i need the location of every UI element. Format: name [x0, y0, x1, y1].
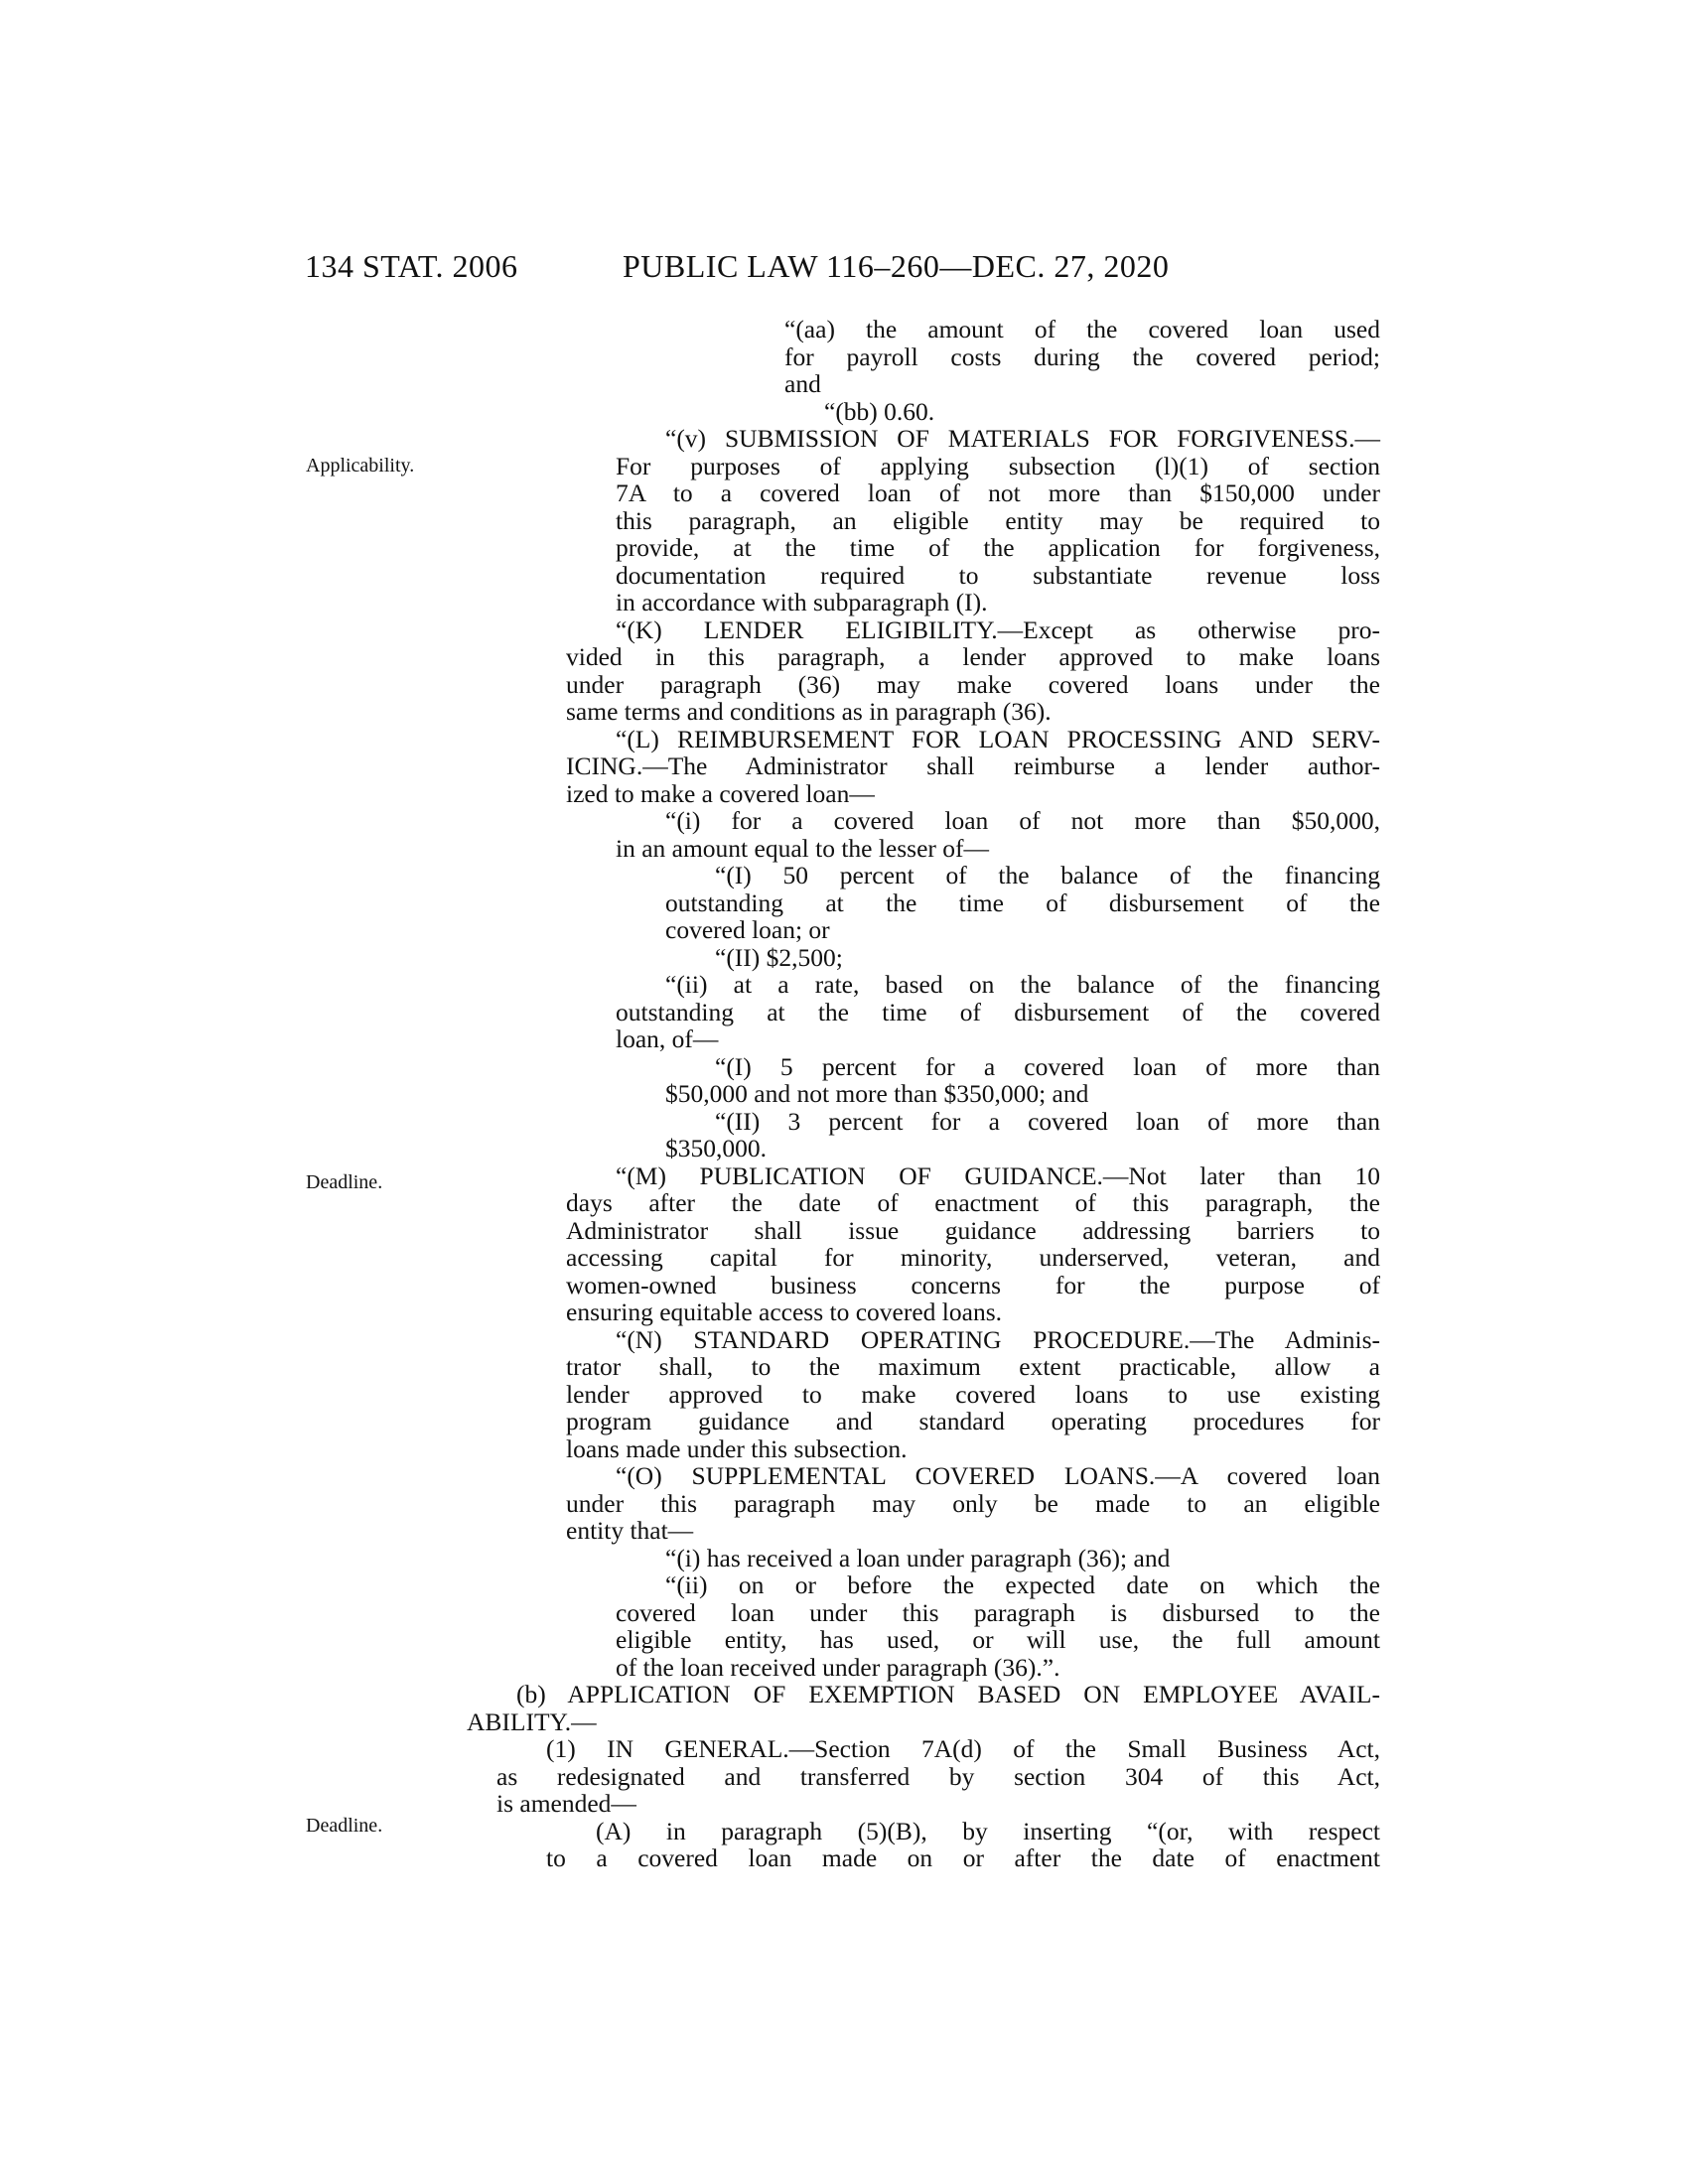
text-line: “(v) SUBMISSION OF MATERIALS FOR FORGIVENESS.— — [665, 424, 1380, 453]
clause-l-ii — [496, 971, 1380, 1053]
text-line: “(ii) on or before the expected date on which the — [665, 1570, 1380, 1599]
text-line: ized to make a covered loan— — [566, 778, 875, 808]
text-line: ensuring equitable access to covered loans. — [566, 1297, 1003, 1326]
paragraph-b-1 — [496, 1735, 1380, 1818]
subparagraph-m — [496, 1162, 1380, 1326]
text-line: as redesignated and transferred by section 304 of this Act, — [496, 1761, 1380, 1791]
text-line: and — [784, 369, 821, 398]
text-line: women-owned business concerns for the purpose of — [566, 1270, 1380, 1299]
subparagraph-k — [496, 616, 1380, 726]
clause-v — [496, 425, 1380, 616]
text-line: trator shall, to the maximum extent practicable, allow a — [566, 1352, 1380, 1381]
text-line: “(aa) the amount of the covered loan used — [784, 315, 1380, 343]
text-line: “(L) REIMBURSEMENT FOR LOAN PROCESSING AND SERV- — [616, 724, 1380, 753]
text-line: vided in this paragraph, a lender approved to make loans — [566, 642, 1380, 671]
margin-note-deadline: Deadline. — [306, 1171, 383, 1193]
clause-bb — [824, 398, 1380, 426]
text-line: provide, at the time of the application for forgiveness, — [616, 533, 1380, 562]
text-line: 7A to a covered loan of not more than $150,000 under — [616, 478, 1380, 507]
text-line: covered loan; or — [665, 915, 830, 944]
text-line: $50,000 and not more than $350,000; and — [665, 1079, 1089, 1108]
text-line: “(bb) 0.60. — [824, 396, 935, 426]
clause-o-i — [496, 1545, 1380, 1572]
text-line: loans made under this subsection. — [566, 1433, 908, 1463]
margin-note-applicability: Applicability. — [306, 455, 415, 477]
text-line: “(I) 50 percent of the balance of the financing — [715, 861, 1380, 889]
text-line: is amended— — [496, 1789, 636, 1818]
subclause-l-ii-I — [496, 1053, 1380, 1108]
text-line: in accordance with subparagraph (I). — [616, 588, 988, 616]
text-line: for payroll costs during the covered period; — [784, 341, 1380, 371]
text-line: under paragraph (36) may make covered loans under the — [566, 669, 1380, 699]
text-line: “(II) $2,500; — [715, 942, 843, 972]
statute-body — [467, 315, 1380, 1872]
clause-aa — [784, 316, 1380, 398]
stat-citation: 134 STAT. 2006 — [305, 248, 518, 284]
subclause-l-ii-II — [496, 1108, 1380, 1162]
text-line: of the loan received under paragraph (36).”. — [616, 1652, 1060, 1682]
text-line: same terms and conditions as in paragraph (36). — [566, 697, 1052, 726]
subsection-b — [467, 1680, 1380, 1736]
text-line: accessing capital for minority, underserved, veteran, and — [566, 1243, 1380, 1272]
text-line: ICING.—The Administrator shall reimburse a lender author- — [566, 751, 1380, 780]
text-line: outstanding at the time of disbursement of the — [665, 887, 1380, 917]
text-line: “(O) SUPPLEMENTAL COVERED LOANS.—A covered loan — [616, 1461, 1380, 1490]
subparagraph-b-1-a — [496, 1818, 1380, 1872]
text-line: (1) IN GENERAL.—Section 7A(d) of the Small Business Act, — [546, 1734, 1380, 1763]
text-line: “(K) LENDER ELIGIBILITY.—Except as otherwise pro- — [616, 614, 1380, 644]
text-line: eligible entity, has used, or will use, the full amount — [616, 1625, 1380, 1654]
text-line: “(i) for a covered loan of not more than $50,000, — [665, 806, 1380, 835]
page-title: PUBLIC LAW 116–260—DEC. 27, 2020 — [623, 248, 1170, 284]
text-line: to a covered loan made on or after the date of enactment — [546, 1843, 1380, 1872]
text-line: Administrator shall issue guidance addressing barriers to — [566, 1215, 1380, 1245]
subclause-l-i-I — [496, 862, 1380, 944]
clause-l-i — [496, 807, 1380, 862]
clause-o-ii — [496, 1571, 1380, 1681]
margin-note-deadline: Deadline. — [306, 1815, 383, 1837]
text-line: covered loan under this paragraph is disbursed to the — [616, 1597, 1380, 1627]
text-line: For purposes of applying subsection (l)(1) of section — [616, 451, 1380, 480]
text-line: under this paragraph may only be made to an eligible — [566, 1488, 1380, 1518]
text-line: days after the date of enactment of this paragraph, the — [566, 1188, 1380, 1217]
text-line: lender approved to make covered loans to use existing — [566, 1379, 1380, 1409]
text-line: ABILITY.— — [467, 1706, 597, 1736]
text-line: “(I) 5 percent for a covered loan of more than — [715, 1051, 1380, 1081]
text-line: loan, of— — [616, 1024, 719, 1053]
text-line: program guidance and standard operating procedures for — [566, 1407, 1380, 1435]
subparagraph-l — [496, 726, 1380, 808]
subparagraph-o — [496, 1462, 1380, 1545]
text-line: “(II) 3 percent for a covered loan of more than — [715, 1106, 1380, 1136]
text-line: entity that— — [566, 1516, 694, 1545]
subparagraph-n — [496, 1326, 1380, 1463]
subclause-l-i-II — [496, 944, 1380, 972]
text-line: $350,000. — [665, 1134, 767, 1162]
text-line: “(N) STANDARD OPERATING PROCEDURE.—The Adminis- — [616, 1324, 1380, 1354]
text-line: “(ii) at a rate, based on the balance of the financing — [665, 970, 1380, 999]
text-line: documentation required to substantiate revenue loss — [616, 560, 1380, 590]
text-line: this paragraph, an eligible entity may be required to — [616, 505, 1380, 535]
text-line: “(i) has received a loan under paragraph (36); and — [665, 1543, 1171, 1572]
text-line: (A) in paragraph (5)(B), by inserting “(or, with respect — [596, 1816, 1380, 1845]
text-line: in an amount equal to the lesser of— — [616, 833, 990, 863]
text-line: outstanding at the time of disbursement of the covered — [616, 997, 1380, 1026]
text-line: “(M) PUBLICATION OF GUIDANCE.—Not later than 10 — [616, 1160, 1380, 1190]
text-line: (b) APPLICATION OF EXEMPTION BASED ON EMPLOYEE AVAIL- — [516, 1680, 1380, 1708]
